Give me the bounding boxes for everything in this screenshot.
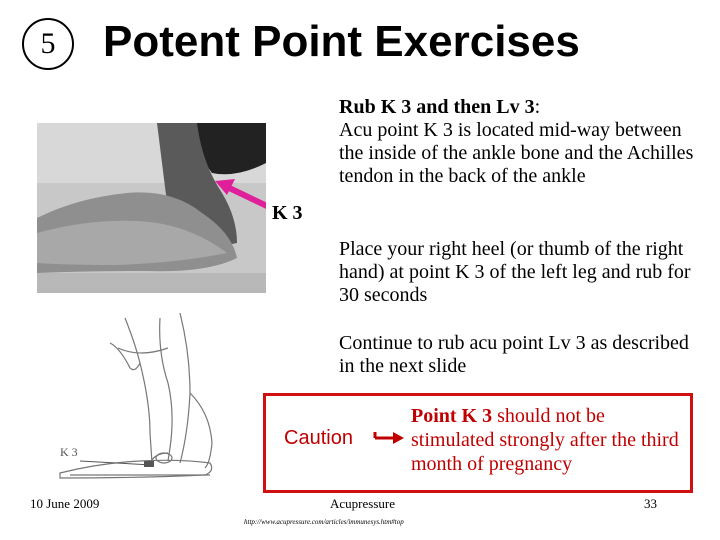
paragraph-1 xyxy=(339,96,709,188)
caution-body: should not be stimulated strongly after the third month of pregnancy xyxy=(411,405,679,475)
paragraph-1-heading: Rub K 3 and then Lv 3 xyxy=(339,96,535,118)
right-arrow-icon xyxy=(373,430,405,446)
caution-point: Point K 3 xyxy=(411,405,493,427)
footer-date: 10 June 2009 xyxy=(30,496,100,511)
paragraph-1-body: Acu point K 3 is located mid-way between the inside of the ankle bone and the Achilles tendon in the back of the ankle xyxy=(339,119,694,187)
paragraph-2: Place your right heel (or thumb of the right hand) at point K 3 of the left leg and rub for 30 seconds xyxy=(339,238,691,306)
drawing-k3-label: K 3 xyxy=(60,445,78,459)
caution-text xyxy=(411,404,691,476)
caution-label: Caution xyxy=(284,427,353,449)
slide-title: Potent Point Exercises xyxy=(103,17,580,66)
slide-number: 5 xyxy=(22,18,74,70)
footer-page-number: 33 xyxy=(644,496,657,511)
foot-photo xyxy=(37,123,266,293)
leg-drawing xyxy=(40,313,250,488)
paragraph-3: Continue to rub acu point Lv 3 as described in the next slide xyxy=(339,332,689,377)
paragraph-1-colon: : xyxy=(534,96,541,118)
footer-url-link[interactable]: http://www.acupressure.com/articles/immunesys.htm#top xyxy=(244,518,404,526)
photo-k3-label: K 3 xyxy=(272,202,303,224)
footer-title: Acupressure xyxy=(330,496,395,511)
